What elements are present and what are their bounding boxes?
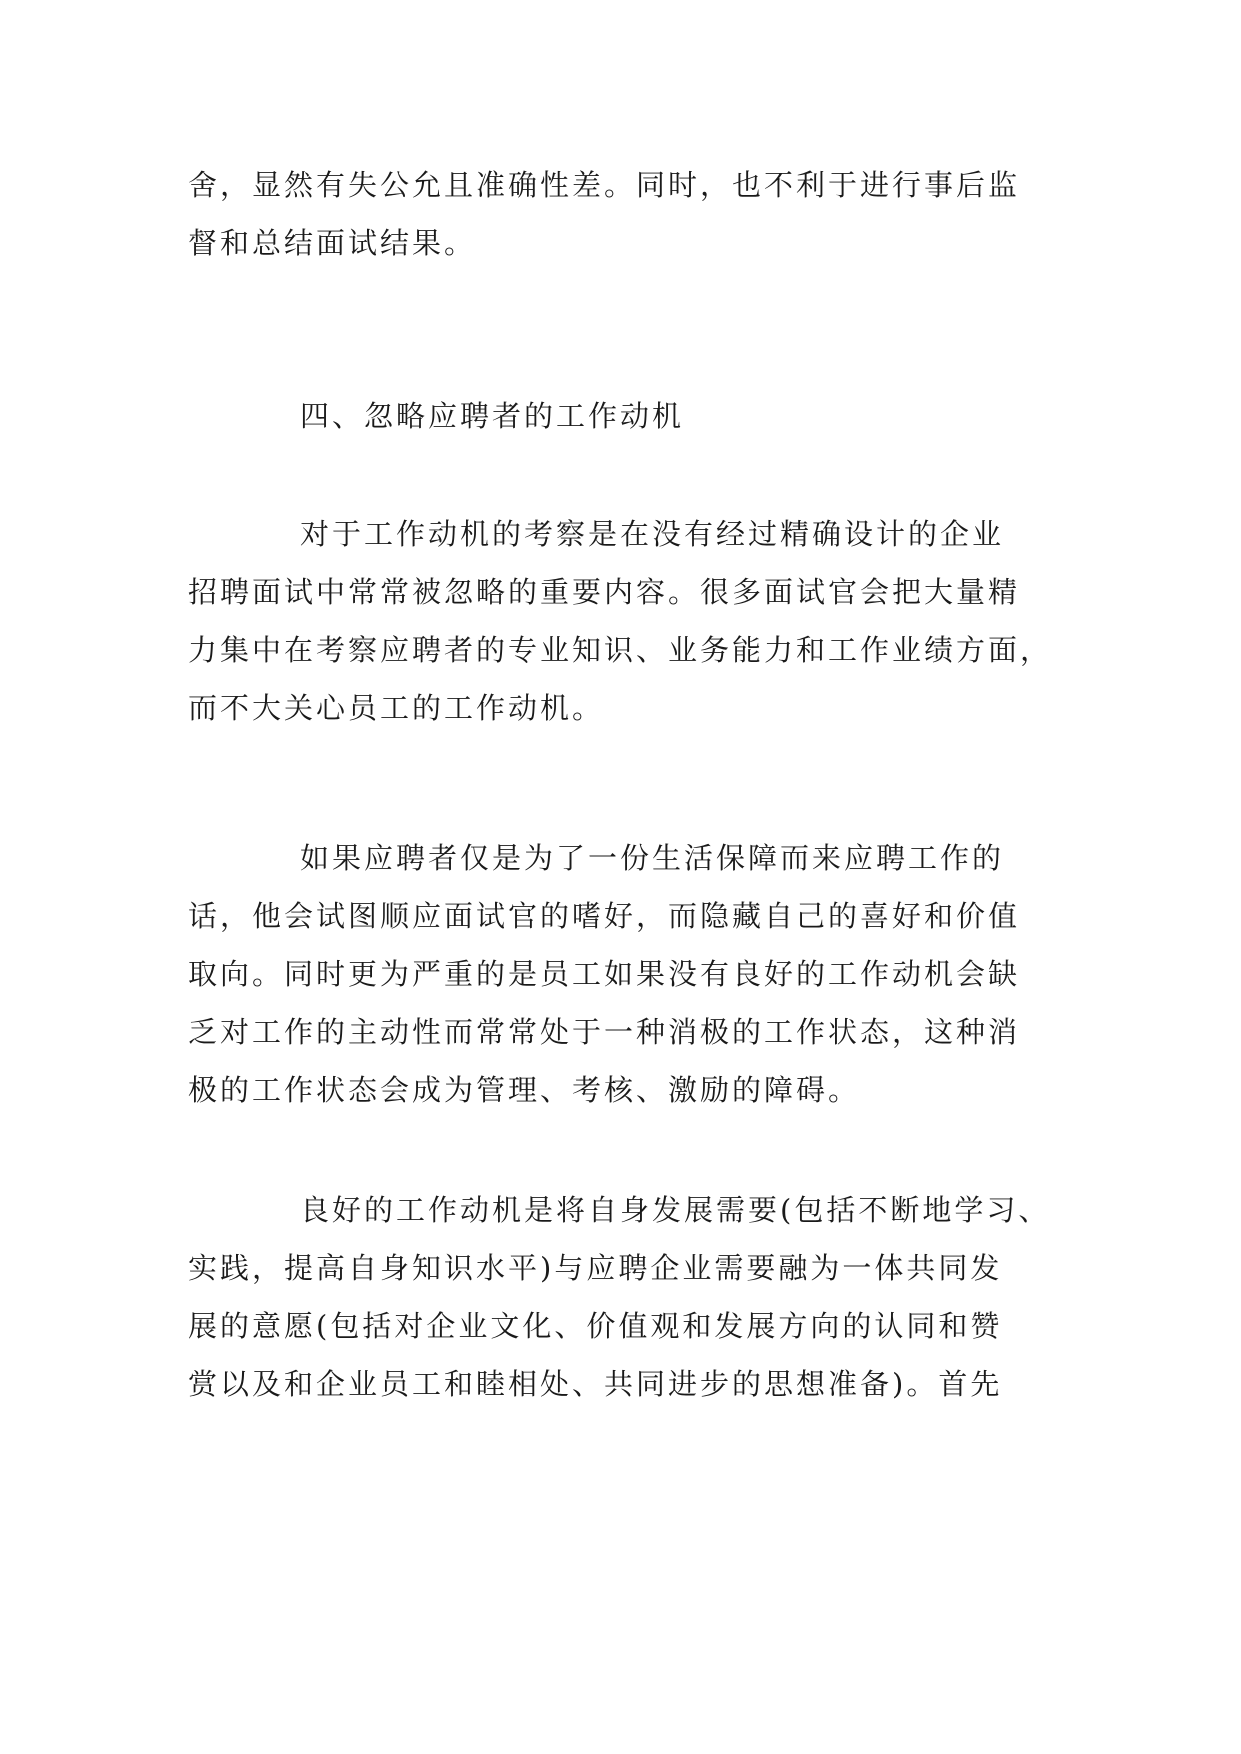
paragraph-line: 乏对工作的主动性而常常处于一种消极的工作状态，这种消 — [188, 1015, 1021, 1049]
section-heading: 四、忽略应聘者的工作动机 — [300, 399, 685, 433]
paragraph-line: 实践，提高自身知识水平)与应聘企业需要融为一体共同发 — [188, 1251, 1003, 1285]
paragraph-line: 极的工作状态会成为管理、考核、激励的障碍。 — [188, 1073, 861, 1107]
paragraph-line: 赏以及和企业员工和睦相处、共同进步的思想准备)。首先 — [188, 1367, 1003, 1401]
paragraph-line: 取向。同时更为严重的是员工如果没有良好的工作动机会缺 — [188, 957, 1021, 991]
paragraph-line: 良好的工作动机是将自身发展需要(包括不断地学习、 — [300, 1193, 1051, 1227]
paragraph-work-motivation-intro — [188, 505, 1058, 737]
paragraph-line: 舍，显然有失公允且准确性差。同时，也不利于进行事后监 — [188, 168, 1021, 202]
paragraph-good-motivation — [188, 1181, 1058, 1413]
paragraph-line: 督和总结面试结果。 — [188, 226, 477, 260]
paragraph-line: 话，他会试图顺应面试官的嗜好，而隐藏自己的喜好和价值 — [188, 899, 1021, 933]
paragraph-line: 而不大关心员工的工作动机。 — [188, 691, 605, 725]
paragraph-line: 招聘面试中常常被忽略的重要内容。很多面试官会把大量精 — [188, 575, 1021, 609]
paragraph-motivation-consequences — [188, 829, 1058, 1119]
paragraph-line: 展的意愿(包括对企业文化、价值观和发展方向的认同和赞 — [188, 1309, 1003, 1343]
paragraph-line: 如果应聘者仅是为了一份生活保障而来应聘工作的 — [300, 841, 1005, 875]
paragraph-line: 力集中在考察应聘者的专业知识、业务能力和工作业绩方面， — [188, 633, 1053, 667]
paragraph-line: 对于工作动机的考察是在没有经过精确设计的企业 — [300, 517, 1005, 551]
paragraph-continuation — [188, 156, 1058, 272]
